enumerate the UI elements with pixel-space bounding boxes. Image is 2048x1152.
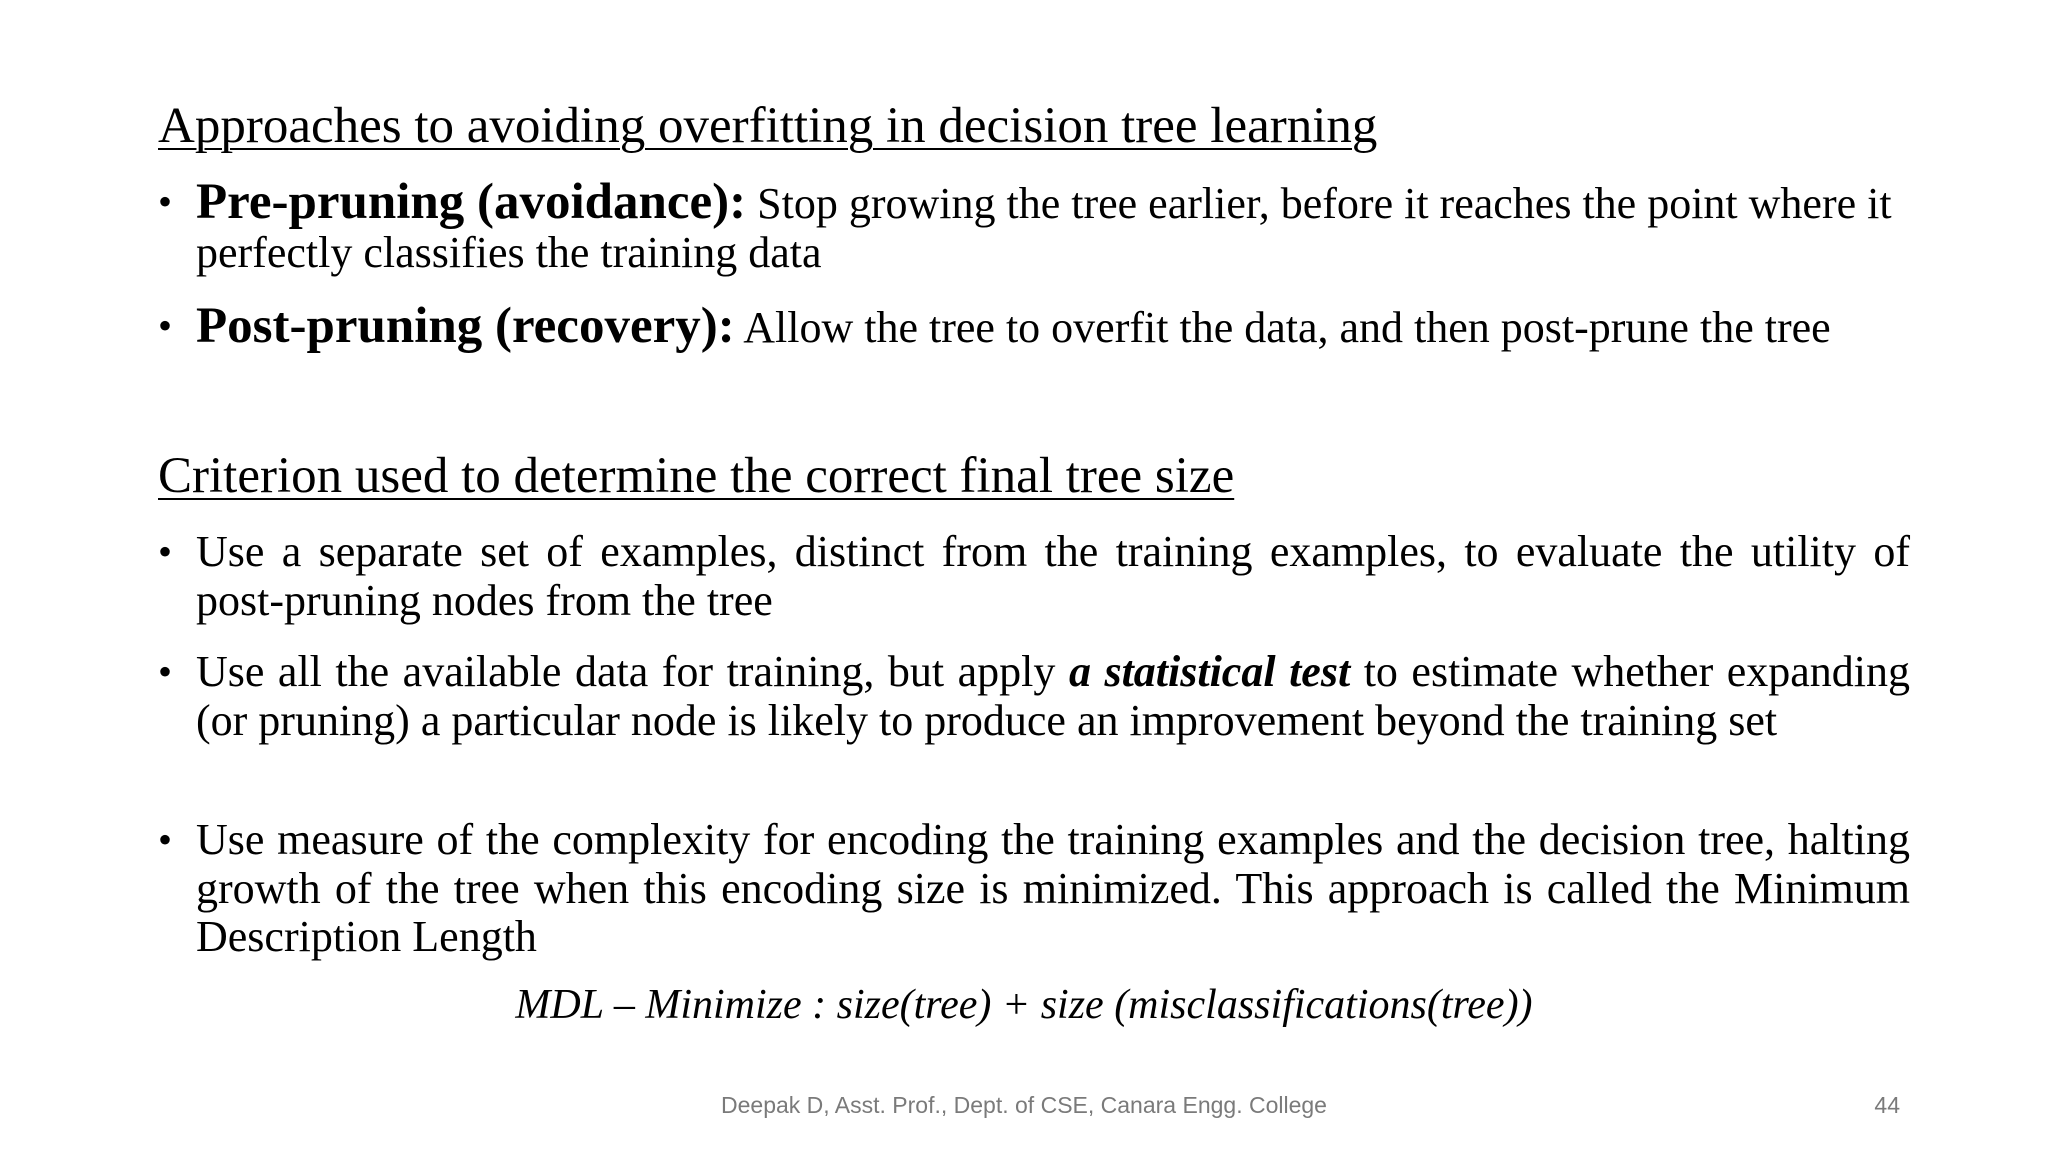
bullet-icon: •	[158, 179, 173, 224]
section-heading-criterion: Criterion used to determine the correct final tree size	[158, 448, 1235, 504]
footer-credit: Deepak D, Asst. Prof., Dept. of CSE, Canara Engg. College	[721, 1092, 1327, 1118]
bullet-validation-set	[158, 528, 1910, 625]
bullet-text: Use a separate set of examples, distinct from the training examples, to evaluate the utility of post-pruning nodes from the tree	[196, 527, 1910, 625]
bullet-text-before: Use all the available data for training, but apply	[196, 647, 1056, 696]
section-heading-overfitting: Approaches to avoiding overfitting in decision tree learning	[158, 98, 1378, 154]
emphasis-statistical-test: a statistical test	[1068, 647, 1351, 696]
bullet-icon: •	[158, 649, 173, 694]
bullet-text	[196, 648, 1910, 745]
bullet-icon: •	[158, 529, 173, 574]
bullet-post-pruning	[158, 298, 1910, 354]
bullet-term: Post-pruning (recovery):	[196, 298, 735, 354]
bullet-description: Allow the tree to overfit the data, and then post-prune the tree	[743, 303, 1831, 352]
page-number: 44	[1874, 1092, 1900, 1118]
bullet-icon: •	[158, 303, 173, 348]
mdl-formula: MDL – Minimize : size(tree) + size (misclassifications(tree))	[515, 982, 1533, 1028]
bullet-text-after: to estimate whether expanding (or pruning) a particular node is likely to produce an improvement beyond the training set	[196, 647, 1911, 745]
bullet-text	[196, 298, 1910, 354]
bullet-text	[196, 174, 1910, 277]
bullet-term: Pre-pruning (avoidance):	[196, 174, 747, 230]
bullet-text: Use measure of the complexity for encoding the training examples and the decision tree, halting growth of the tree when this encoding size is minimized. This approach is called the Minimum Description Length	[196, 815, 1910, 961]
bullet-icon: •	[158, 817, 173, 862]
bullet-pre-pruning	[158, 174, 1910, 277]
bullet-statistical-test	[158, 648, 1910, 745]
bullet-mdl	[158, 816, 1910, 962]
bullet-description: Stop growing the tree earlier, before it reaches the point where it perfectly classifies the training data	[196, 179, 1892, 277]
